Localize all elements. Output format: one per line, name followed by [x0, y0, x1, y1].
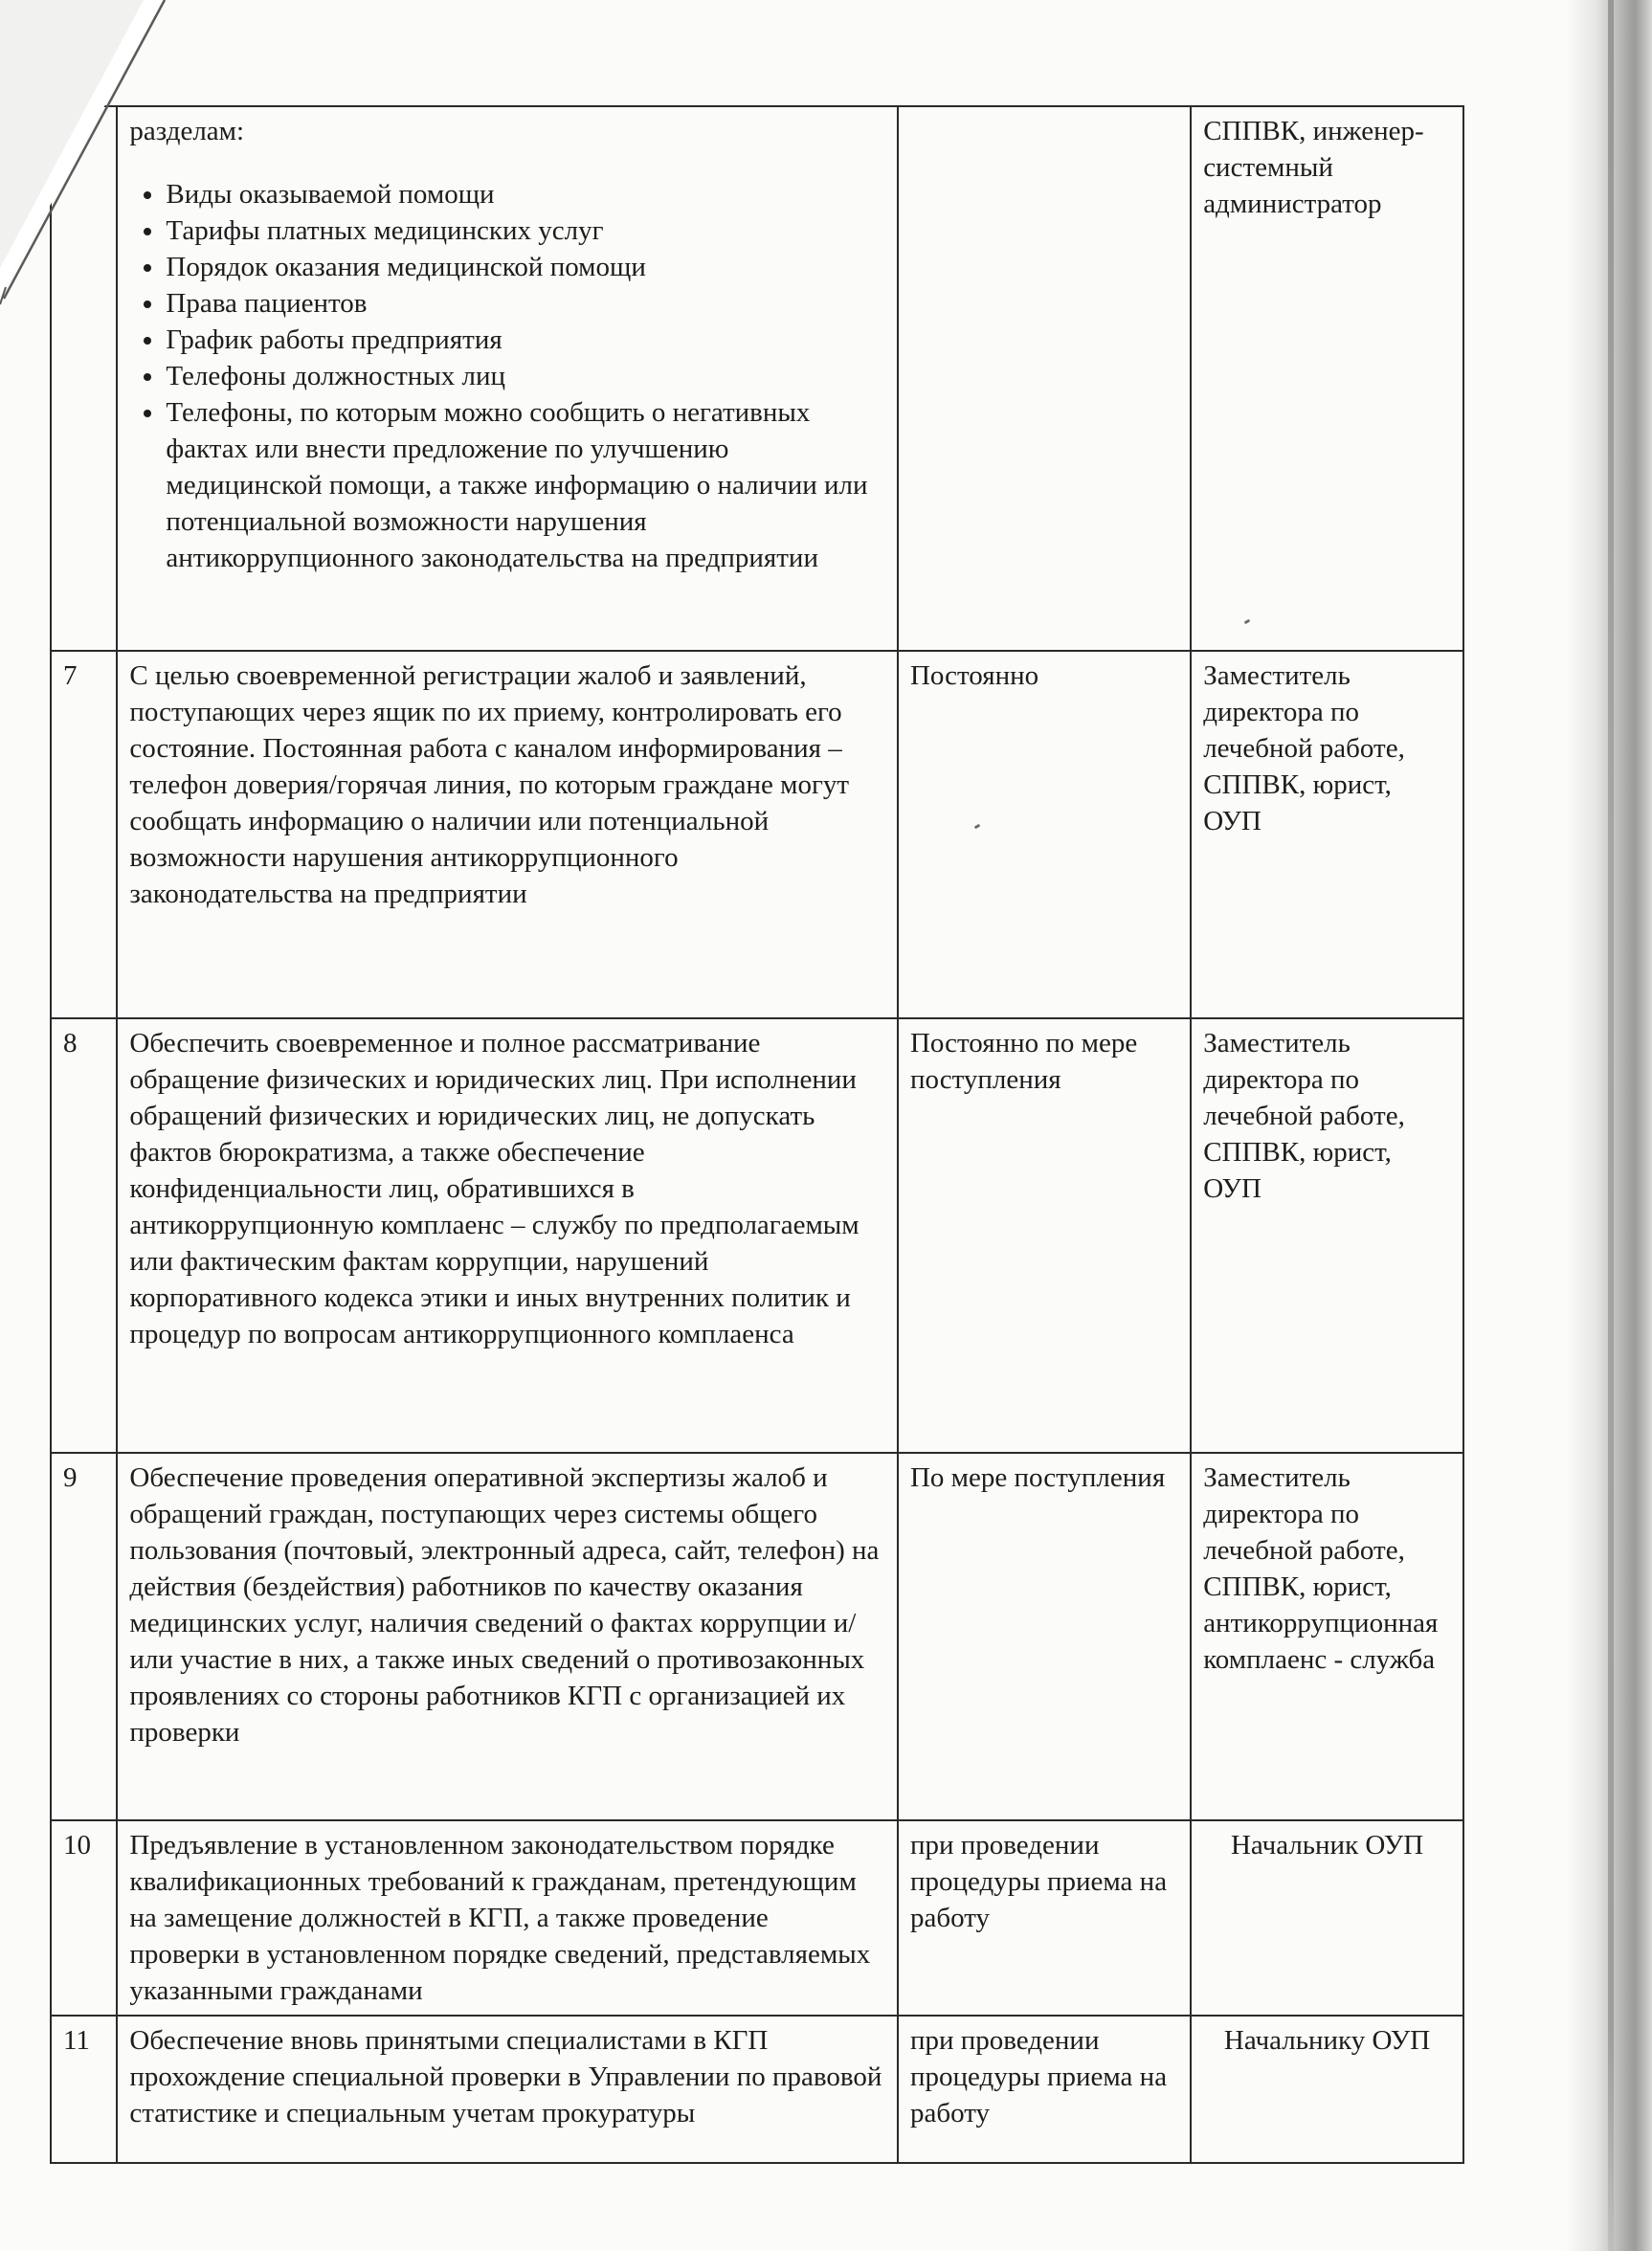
list-item: • Тарифы платных медицинских услуг: [166, 212, 885, 249]
responsible-cell: Заместитель директора по лечебной работе, СППВК, юрист, ОУП: [1191, 1018, 1463, 1453]
deadline-cell: при проведении процедуры приема на работу: [898, 2016, 1191, 2163]
list-item: • Виды оказываемой помощи: [166, 176, 885, 212]
row-number: 10: [51, 1820, 117, 2016]
list-item: • Порядок оказания медицинской помощи: [166, 249, 885, 285]
list-item: • Права пациентов: [166, 285, 885, 322]
deadline-cell: По мере поступления: [898, 1453, 1191, 1820]
deadline-cell: Постоянно: [898, 651, 1191, 1018]
action-cell: Обеспечить своевременное и полное рассматривание обращение физических и юридических лиц. При исполнении обращений физических и юридических лиц, не допускать фактов бюрократизма, а также обеспечение конфиденциальности лиц, обратившихся в антикоррупционную комплаенс – службу по предполагаемым или фактическим фактам коррупции, нарушений корпоративного кодекса этики и иных внутренних политик и процедур по вопросам антикоррупционного комплаенса: [117, 1018, 898, 1453]
action-cell: Обеспечение проведения оперативной экспертизы жалоб и обращений граждан, поступающих через системы общего пользования (почтовый, электронный адреса, сайт, телефон) на действия (бездействия) работников по качеству оказания медицинских услуг, наличия сведений о фактах коррупции и/или участие в них, а также иных сведений о противозаконных проявлениях со стороны работников КГП с организацией их проверки: [117, 1453, 898, 1820]
action-cell: С целью своевременной регистрации жалоб и заявлений, поступающих через ящик по их приему, контролировать его состояние. Постоянная работа с каналом информирования – телефон доверия/горячая линия, по которым граждане могут сообщать информацию о наличии или потенциальной возможности нарушения антикоррупционного законодательства на предприятии: [117, 651, 898, 1018]
deadline-cell: Постоянно по мере поступления: [898, 1018, 1191, 1453]
table-row: [51, 1018, 1463, 1453]
table-row: [51, 1820, 1463, 2016]
action-intro: разделам:: [129, 116, 245, 146]
table-row: [51, 106, 1463, 651]
list-item: • Телефоны, по которым можно сообщить о негативных фактах или внести предложение по улучшению медицинской помощи, а также информацию о наличии или потенциальной возможности нарушения антикоррупционного законодательства на предприятии: [166, 394, 885, 576]
row-number: 8: [51, 1018, 117, 1453]
row-number: 7: [51, 651, 117, 1018]
deadline-cell: [898, 106, 1191, 651]
row-number: 11: [51, 2016, 117, 2163]
row-number: 9: [51, 1453, 117, 1820]
responsible-cell: Заместитель директора по лечебной работе, СППВК, юрист, ОУП: [1191, 651, 1463, 1018]
action-cell: Предъявление в установленном законодательством порядке квалификационных требований к гражданам, претендующим на замещение должностей в КГП, а также проведение проверки в установленном порядке сведений, представляемых указанными гражданами: [117, 1820, 898, 2016]
table-row: [51, 2016, 1463, 2163]
folded-corner: [0, 0, 182, 316]
responsible-cell: СППВК, инженер-системный администратор: [1191, 106, 1463, 651]
table-row: [51, 651, 1463, 1018]
responsible-cell: Начальник ОУП: [1191, 1820, 1463, 2016]
list-item: • Телефоны должностных лиц: [166, 358, 885, 394]
action-cell: [117, 106, 898, 651]
bullet-list: [129, 176, 885, 576]
table-row: [51, 1453, 1463, 1820]
deadline-cell: при проведении процедуры приема на работу: [898, 1820, 1191, 2016]
binding-line: [1608, 0, 1614, 2251]
action-plan-table: [50, 105, 1464, 2164]
responsible-cell: Заместитель директора по лечебной работе, СППВК, юрист, антикоррупционная комплаенс - служба: [1191, 1453, 1463, 1820]
responsible-cell: Начальнику ОУП: [1191, 2016, 1463, 2163]
action-cell: Обеспечение вновь принятыми специалистами в КГП прохождение специальной проверки в Управлении по правовой статистике и специальным учетам прокуратуры: [117, 2016, 898, 2163]
list-item: • График работы предприятия: [166, 322, 885, 358]
